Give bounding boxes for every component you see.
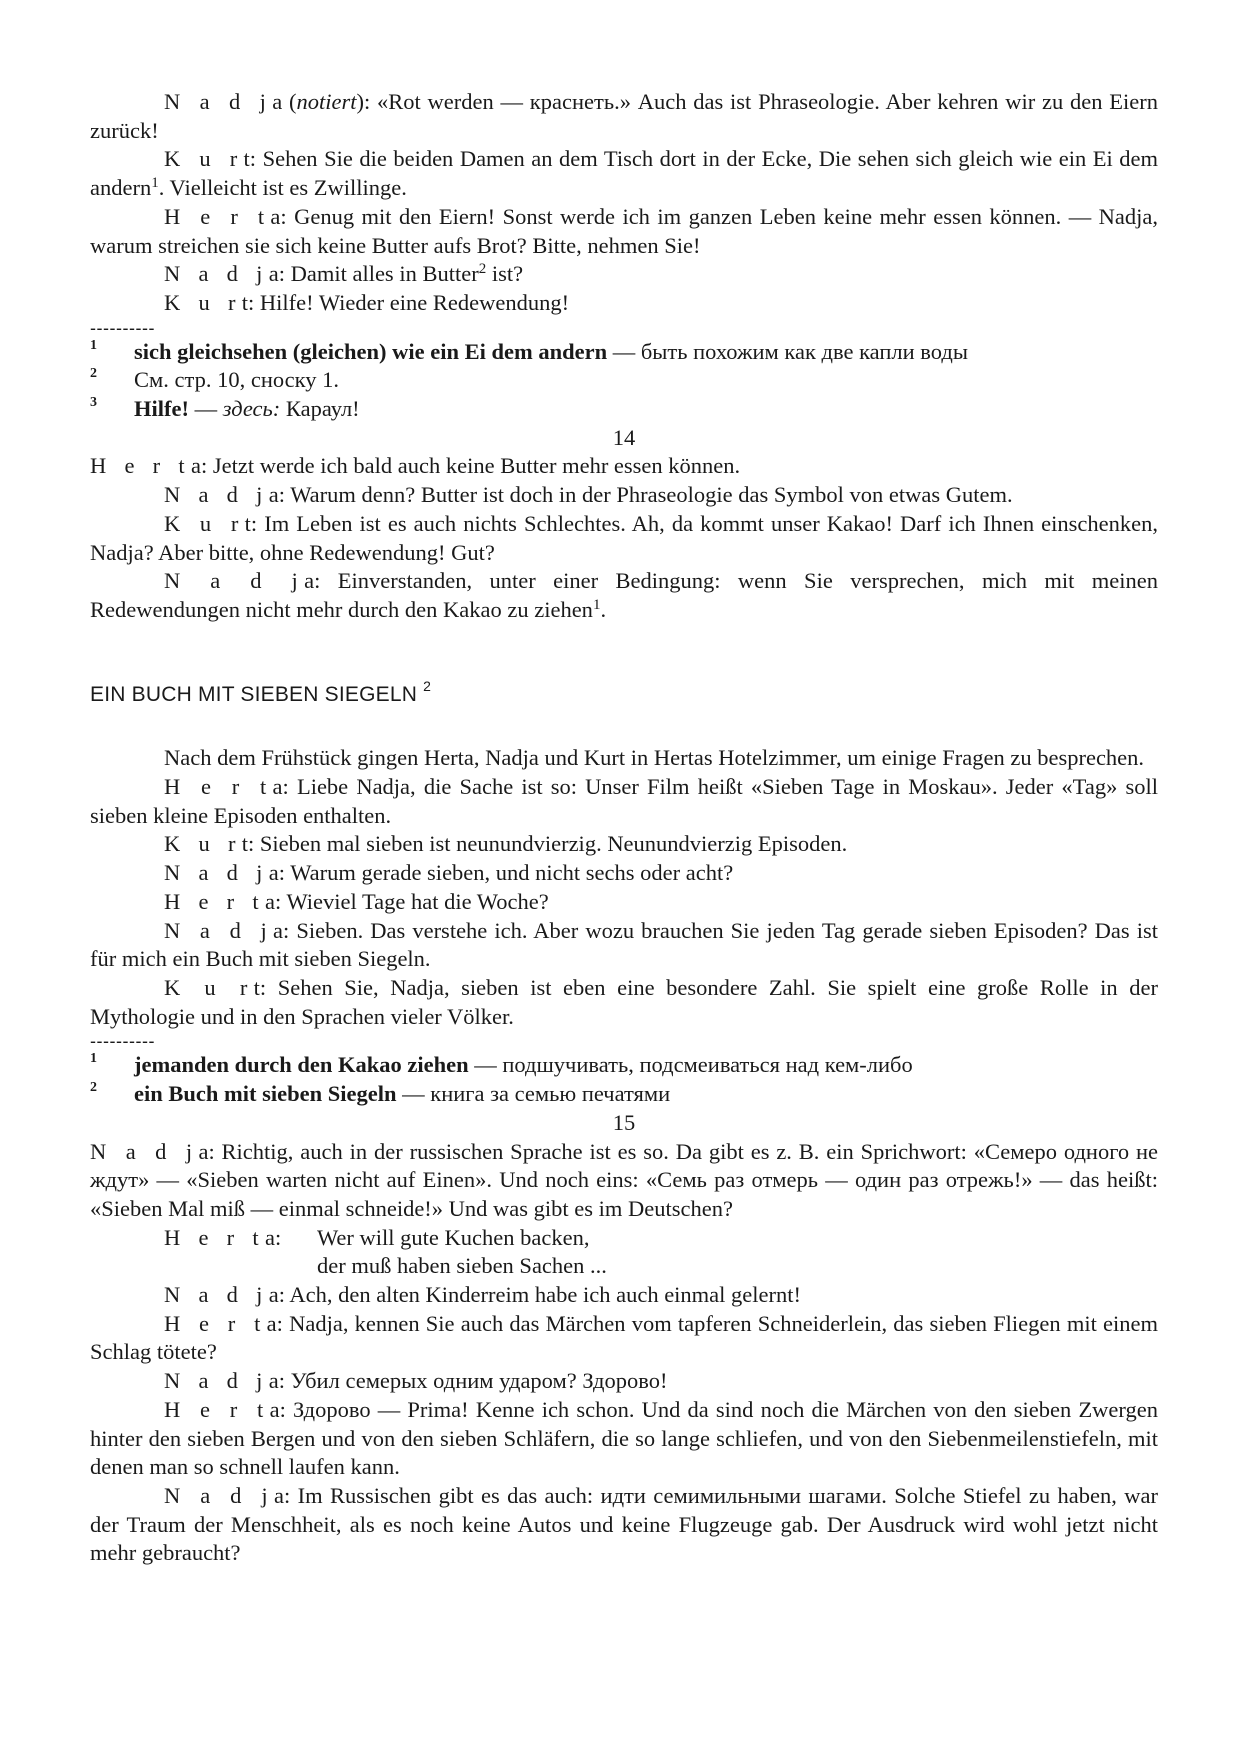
dialogue-line: H e r ta: Wieviel Tage hat die Woche? (164, 888, 549, 914)
speaker-name: K u r (164, 831, 242, 857)
speaker-name: N a d j (164, 1282, 269, 1308)
page-number: 15 (612, 1109, 636, 1135)
footnote-number: 2 (90, 1080, 97, 1096)
speaker-name: N a d j (164, 860, 269, 886)
speaker-name: K u r (164, 146, 244, 172)
footnote-separator: ---------- (90, 317, 155, 338)
footnote: 1 jemanden durch den Kakao ziehen — подшучивать, подсмеиваться над кем-либо (90, 1051, 1158, 1080)
footnote: 3 Hilfe! — здесь: Караул! (90, 395, 1158, 424)
speaker-name: N a d j (164, 482, 269, 508)
footnote-number: 1 (90, 337, 97, 353)
stage-note: notiert (296, 89, 357, 114)
speaker-name: H e r t (164, 1310, 267, 1336)
footnote-ref: 2 (423, 677, 432, 694)
dialogue-line: K u rt: Sieben mal sieben ist neunundvierzig. Neunundvierzig Episoden. (164, 831, 848, 857)
footnote: 1 sich gleichsehen (gleichen) wie ein Ei dem andern — быть похожим как две капли воды (90, 338, 1158, 367)
footnote: 2 ein Buch mit sieben Siegeln — книга за семью печатями (90, 1080, 1158, 1109)
speaker-name: N a d j (164, 89, 273, 114)
dialogue-line: N a d ja: Ach, den alten Kinderreim habe ich auch einmal gelernt! (164, 1282, 802, 1308)
dialogue-line: K u rt: Sehen Sie, Nadja, sieben ist eben eine besondere Zahl. Sie spielt eine große Rolle in der Mythologie und in den Sprachen vieler Völker. (90, 974, 1158, 1029)
speaker-name: H e r ta: (164, 1224, 282, 1250)
speaker-name: N a d j (164, 568, 305, 594)
dialogue-line: H e r ta: Nadja, kennen Sie auch das Märchen vom tapferen Schneiderlein, das sieben Fliegen mit einem Schlag tötete? (90, 1310, 1158, 1365)
dialogue-line: N a d ja: Sieben. Das verstehe ich. Aber wozu brauchen Sie jeden Tag gerade sieben Episoden? Das ist für mich ein Buch mit sieben Siegeln. (90, 917, 1158, 972)
dialogue-line: N a d ja: Warum gerade sieben, und nicht sechs oder acht? (164, 860, 734, 886)
speaker-name: N a d j (164, 1368, 269, 1394)
dialogue-line: N a d ja (notiert): «Rot werden — краснеть.» Auch das ist Phraseologie. Aber kehren wir zu den Eiern zurück! (90, 89, 1158, 143)
speaker-name: N a d j (164, 1482, 274, 1508)
dialogue-line: N a d ja: Richtig, auch in der russischen Sprache ist es so. Da gibt es z. B. ein Sprichwort: «Семеро одного не ждут» — «Sieben warten nicht auf Einen». Und noch eins: «Семь раз отмерь — один раз отрежь!» — das heißt: «Sieben Mal miß — einmal schneide!» Und was gibt es im Deutschen? (90, 1138, 1159, 1221)
speaker-name: K u r (164, 974, 254, 1000)
speaker-name: H e r t (164, 774, 273, 800)
footnote-number: 3 (90, 395, 97, 411)
speaker-name: H e r t (164, 1396, 270, 1422)
footnote: 2 См. стр. 10, сноску 1. (90, 366, 1158, 395)
verse-line: der muß haben sieben Sachen ... (317, 1253, 607, 1279)
dialogue-line: N a d ja: Einverstanden, unter einer Bedingung: wenn Sie versprechen, mich mit meinen Redewendungen nicht mehr durch den Kakao zu ziehen$^1$. (90, 568, 1158, 622)
footnote-ref: 2 (478, 261, 487, 278)
verse-block (90, 1224, 1158, 1281)
speaker-name: K u r (164, 510, 245, 536)
footnote-ref: 1 (592, 596, 601, 613)
dialogue-line: H e r ta: Jetzt werde ich bald auch keine Butter mehr essen können. (90, 453, 741, 479)
footnote-number: 1 (90, 1051, 97, 1067)
speaker-name: K u r (164, 289, 242, 315)
dialogue-line: H e r ta: Genug mit den Eiern! Sonst werde ich im ganzen Leben keine mehr essen können. — Nadja, warum streichen sie sich keine Butter aufs Brot? Bitte, nehmen Sie! (90, 203, 1158, 258)
speaker-name: N a d j (164, 261, 269, 287)
document-page (90, 88, 1158, 1568)
speaker-name: H e r t (164, 203, 271, 229)
dialogue-line: N a d ja: Im Russischen gibt es das auch: идти семимильными шагами. Solche Stiefel zu haben, war der Traum der Menschheit, als es noch keine Autos und keine Flugzeuge gab. Der Ausdruck wird wohl jetzt nicht mehr gebraucht? (90, 1482, 1158, 1566)
footnote-number: 2 (90, 366, 97, 382)
page-number: 14 (612, 424, 636, 450)
speaker-name: N a d j (90, 1138, 199, 1164)
speaker-name: H e r t (90, 453, 191, 479)
dialogue-line: N a d ja: Убил семерых одним ударом? Здорово! (164, 1368, 668, 1394)
dialogue-line: H e r ta: Здорово — Prima! Kenne ich schon. Und da sind noch die Märchen von den sieben Zwergen hinter den sieben Bergen und von den sieben Schläfern, die so lange schliefen, und von den Siebenmeilenstiefeln, mit denen man so schnell laufen kann. (90, 1396, 1158, 1480)
narrative-paragraph: Nach dem Frühstück gingen Herta, Nadja und Kurt in Hertas Hotelzimmer, um einige Fragen zu besprechen. (164, 745, 1145, 771)
verse-line: Wer will gute Kuchen backen, (317, 1224, 590, 1250)
footnote-ref: 1 (151, 175, 159, 192)
dialogue-line: K u rt: Im Leben ist es auch nichts Schlechtes. Ah, da kommt unser Kakao! Darf ich Ihnen einschenken, Nadja? Aber bitte, ohne Redewendung! Gut? (90, 510, 1158, 565)
dialogue-line: N a d ja: Warum denn? Butter ist doch in der Phraseologie das Symbol von etwas Gutem. (164, 482, 1013, 508)
dialogue-line: K u rt: Hilfe! Wieder eine Redewendung! (164, 289, 570, 315)
dialogue-line: H e r ta: Liebe Nadja, die Sache ist so: Unser Film heißt «Sieben Tage in Moskau». Jeder «Tag» soll sieben kleine Episoden enthalten. (90, 774, 1158, 828)
speaker-name: N a d j (164, 917, 274, 943)
speaker-name: H e r t (164, 888, 265, 914)
footnote-separator: ---------- (90, 1031, 155, 1052)
dialogue-line: N a d ja: Damit alles in Butter$^2$ ist? (164, 261, 524, 287)
section-heading: EIN BUCH MIT SIEBEN SIEGELN $^2$ (90, 677, 432, 706)
dialogue-line: K u rt: Sehen Sie die beiden Damen an dem Tisch dort in der Ecke, Die sehen sich gleich wie ein Ei dem andern$^1$. Vielleicht ist es Zwillinge. (90, 146, 1158, 201)
